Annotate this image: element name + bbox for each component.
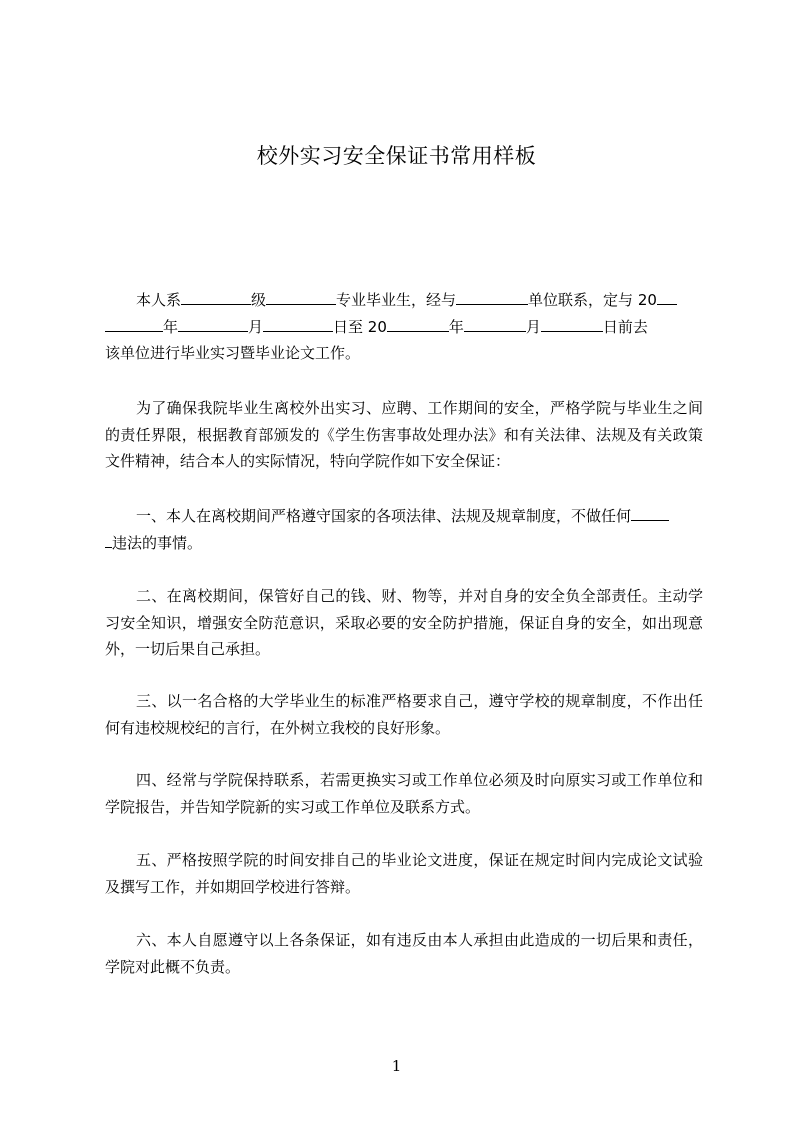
paragraph-clause-1 [105, 503, 703, 556]
intro-text-5: 年 [163, 317, 179, 336]
clause-1-text: 一、本人在离校期间严格遵守国家的各项法律、法规及规章制度，不做任何 [136, 507, 632, 525]
intro-text-10: 日前去 [602, 317, 648, 336]
blank-clause-1-b[interactable] [105, 533, 112, 548]
intro-text-8: 年 [448, 317, 464, 336]
intro-line-2 [105, 314, 703, 341]
paragraph-clause-4: 四、经常与学院保持联系，若需更换实习或工作单位必须及时向原实习或工作单位和学院报告，并告知学院新的实习或工作单位及联系方式。 [105, 771, 703, 816]
paragraph-purpose: 为了确保我院毕业生离校外出实习、应聘、工作期间的安全，严格学院与毕业生之间的责任界限，根据教育部颁发的《学生伤害事故处理办法》和有关法律、法规及有关政策文件精神，结合本人的实际情况，特向学院作如下安全保证： [105, 399, 703, 470]
intro-line-1 [105, 287, 703, 314]
blank-major[interactable] [266, 290, 336, 305]
paragraph-clause-5: 五、严格按照学院的时间安排自己的毕业论文进度，保证在规定时间内完成论文试验及撰写工作，并如期回学校进行答辩。 [105, 851, 703, 896]
intro-line-3: 该单位进行毕业实习暨毕业论文工作。 [105, 344, 361, 362]
paragraph-clause-6: 六、本人自愿遵守以上各条保证，如有违反由本人承担由此造成的一切后果和责任，学院对此概不负责。 [105, 931, 703, 976]
blank-end-month[interactable] [464, 317, 526, 332]
blank-start-month[interactable] [178, 317, 248, 332]
intro-text-1: 本人系 [136, 291, 182, 309]
paragraph-clause-3: 三、以一名合格的大学毕业生的标准严格要求自己，遵守学校的规章制度，不作出任何有违校规校纪的言行，在外树立我校的良好形象。 [105, 692, 703, 737]
blank-start-year-b[interactable] [105, 317, 163, 332]
clause-1-line-2 [105, 530, 703, 557]
intro-text-7: 日至 20 [333, 317, 387, 336]
document-title: 校外实习安全保证书常用样板 [256, 144, 537, 168]
intro-text-4: 单位联系，定与 20 [528, 291, 657, 309]
intro-text-6: 月 [248, 317, 264, 336]
blank-department[interactable] [181, 290, 251, 305]
blank-end-day[interactable] [541, 317, 603, 332]
blank-unit[interactable] [456, 290, 528, 305]
blank-end-year[interactable] [387, 317, 449, 332]
intro-text-9: 月 [525, 317, 541, 336]
blank-start-day[interactable] [263, 317, 333, 332]
blank-clause-1-a[interactable] [631, 506, 669, 521]
intro-paragraph [105, 287, 703, 367]
clause-1-continuation: 违法的事情。 [112, 533, 203, 552]
intro-text-2: 级 [251, 291, 267, 309]
paragraph-clause-2: 二、在离校期间，保管好自己的钱、财、物等，并对自身的安全负全部责任。主动学习安全知识，增强安全防范意识，采取必要的安全防护措施，保证自身的安全，如出现意外，一切后果自己承担。 [105, 587, 703, 658]
intro-text-3: 专业毕业生，经与 [336, 291, 457, 309]
blank-start-year-a[interactable] [657, 290, 677, 305]
page-number: 1 [391, 1057, 402, 1075]
